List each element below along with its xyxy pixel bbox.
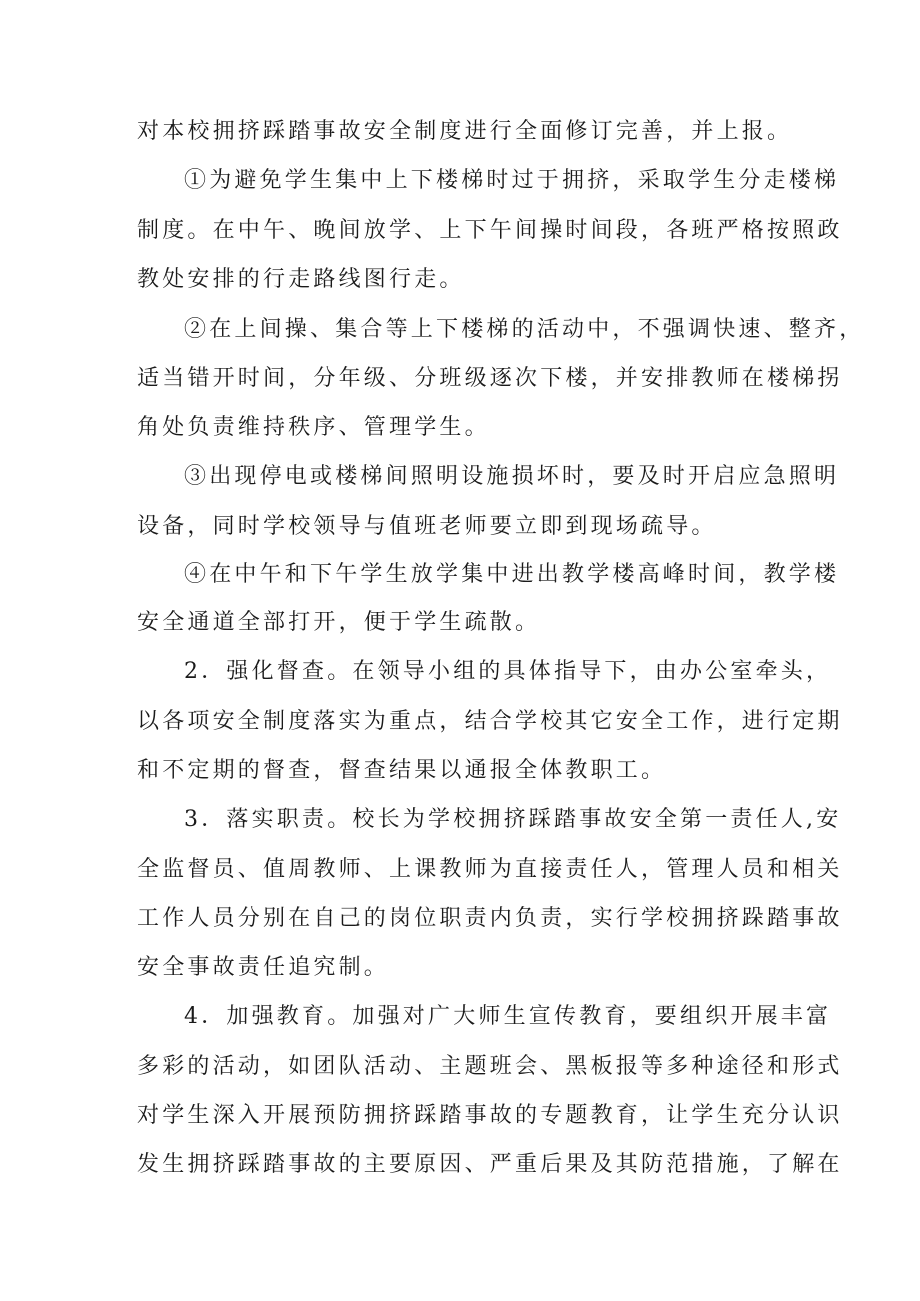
text-line: ④在中午和下午学生放学集中进出教学楼高峰时间，教学楼 (184, 562, 840, 587)
text-line: ②在上间操、集合等上下楼梯的活动中，不强调快速、整齐， (184, 317, 865, 342)
text-line: ①为避免学生集中上下楼梯时过于拥挤，采取学生分走楼梯 (184, 168, 840, 193)
text-line: 4．加强教育。加强对广大师生宣传教育，要组织开展丰富 (184, 1004, 832, 1029)
text-line: 对学生深入开展预防拥挤踩踏事故的专题教育，让学生充分认识 (137, 1103, 843, 1128)
text-line: 适当错开时间，分年级、分班级逐次下楼，并安排教师在楼梯拐 (137, 366, 843, 391)
text-line: ③出现停电或楼梯间照明设施损坏时，要及时开启应急照明 (184, 464, 840, 489)
text-line: 对本校拥挤踩踏事故安全制度进行全面修订完善，并上报。 (137, 119, 793, 144)
text-line: 发生拥挤踩踏事故的主要原因、严重后果及其防范措施，了解在 (137, 1152, 843, 1177)
text-line: 2．强化督查。在领导小组的具体指导下，由办公室牵头， (184, 659, 832, 684)
text-line: 多彩的活动，如团队活动、主题班会、黑板报等多种途径和形式 (137, 1054, 843, 1079)
text-line: 以各项安全制度落实为重点，结合学校其它安全工作，进行定期 (137, 709, 843, 734)
text-line: 教处安排的行走路线图行走。 (137, 267, 465, 292)
text-line: 工作人员分别在自己的岗位职责内负责，实行学校拥挤跺踏事故 (137, 906, 843, 931)
text-line: 安全通道全部打开，便于学生疏散。 (137, 610, 541, 635)
text-line: 安全事故责任追究制。 (137, 955, 390, 980)
text-line: 设备，同时学校领导与值班老师要立即到现场疏导。 (137, 514, 717, 539)
text-line: 3．落实职责。校长为学校拥挤踩踏事故安全第一责任人,安 (184, 807, 842, 832)
text-line: 和不定期的督查，督查结果以通报全体教职工。 (137, 758, 667, 783)
text-line: 制度。在中午、晚间放学、上下午间操时间段，各班严格按照政 (137, 218, 843, 243)
text-line: 全监督员、值周教师、上课教师为直接责任人，管理人员和相关 (137, 857, 843, 882)
text-line: 角处负责维持秩序、管理学生。 (137, 415, 490, 440)
